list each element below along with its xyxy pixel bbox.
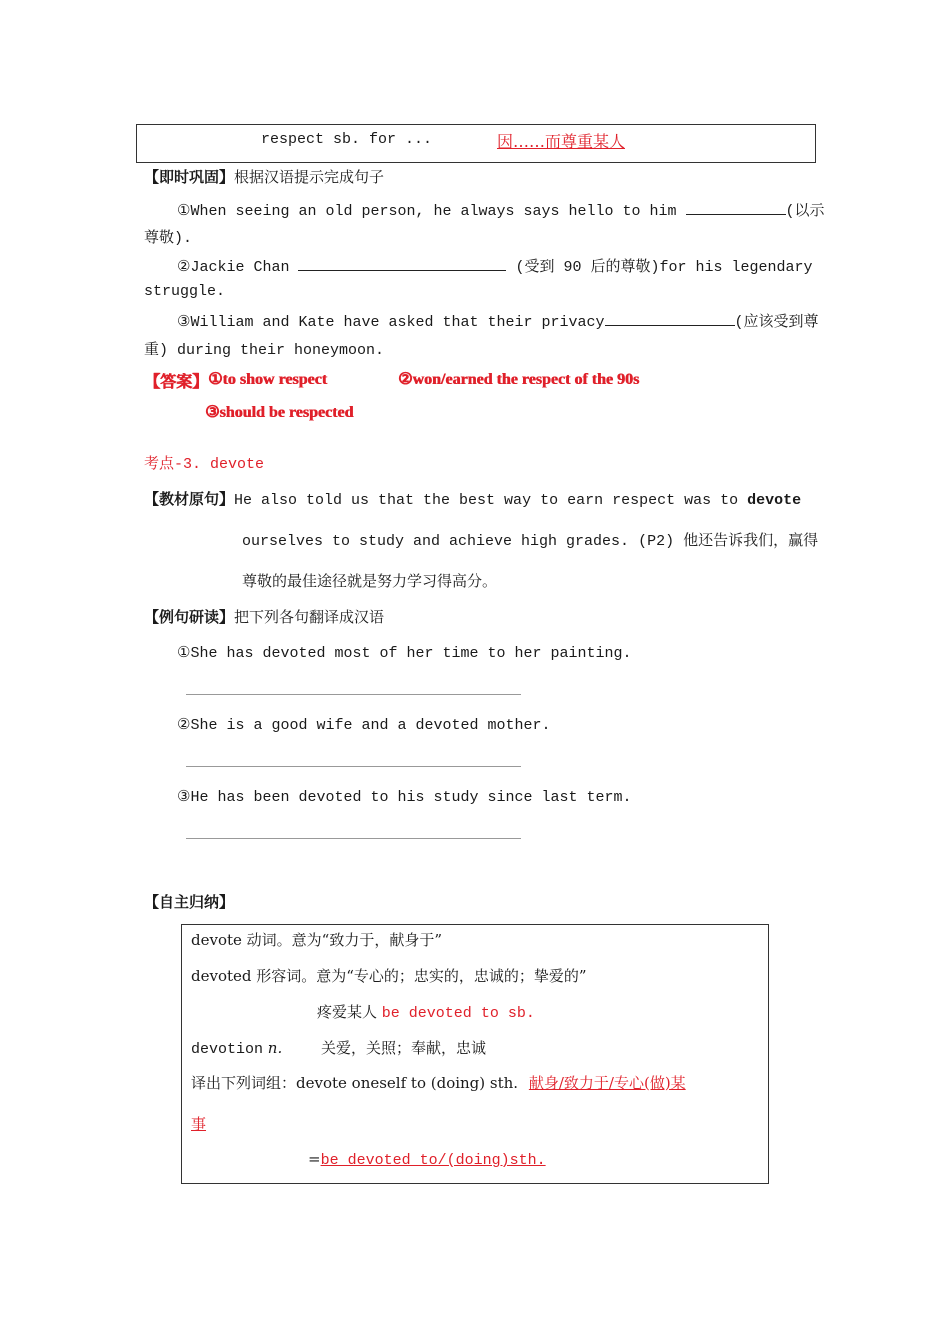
devotion-meaning: 关爱，关照；奉献，忠诚 <box>321 1039 487 1057</box>
question-1-hint: (以示 <box>785 203 825 220</box>
examples-heading-line <box>144 606 384 627</box>
translate-answer: 献身/致力于/专心(做)某 <box>528 1074 686 1092</box>
summary-line-devote: devote 动词。意为“致力于，献身于” <box>191 931 442 949</box>
practice-instruction: 根据汉语提示完成句子 <box>234 168 385 186</box>
example-sentence-1: ①She has devoted most of her time to her painting. <box>177 645 632 662</box>
devotion-pos: n. <box>267 1039 283 1057</box>
translation-line-2 <box>186 766 521 767</box>
summary-heading: 【自主归纳】 <box>144 893 235 911</box>
phrase-text: respect sb. for ... <box>261 131 433 148</box>
answer-1: ①to show respect <box>208 371 327 388</box>
equivalent-answer: be devoted to/(doing)sth. <box>320 1152 546 1169</box>
equals-sign: = <box>308 1150 321 1168</box>
answer-2: ②won/earned the respect of the 90s <box>398 371 640 388</box>
phrase-chinese: 疼爱某人 <box>317 1003 378 1021</box>
translation-line-1 <box>186 694 521 695</box>
practice-heading-line <box>144 166 384 187</box>
textbook-keyword: devote <box>747 492 802 509</box>
question-3-hint: (应该受到尊 <box>734 314 819 331</box>
question-1-line-1 <box>177 199 825 220</box>
question-3-line-2: 重) during their honeymoon. <box>144 342 385 359</box>
summary-line-phrase <box>317 1001 535 1022</box>
examples-instruction: 把下列各句翻译成汉语 <box>234 608 385 626</box>
point-title: 考点-3. devote <box>144 456 265 473</box>
example-sentence-3: ③He has been devoted to his study since last term. <box>177 789 632 806</box>
textbook-line-2: ourselves to study and achieve high grades. (P2) 他还告诉我们，赢得 <box>242 533 819 550</box>
devotion-word: devotion <box>191 1041 264 1058</box>
practice-heading: 【即时巩固】 <box>144 168 235 186</box>
phrase-english: be devoted to sb. <box>381 1005 535 1022</box>
answer-blank-2 <box>298 256 506 271</box>
examples-heading: 【例句研读】 <box>144 608 235 626</box>
summary-box <box>181 924 769 1184</box>
answer-blank-1 <box>686 200 786 215</box>
question-2-line-1 <box>177 255 813 276</box>
textbook-line-3: 尊敬的最佳途径就是努力学习得高分。 <box>242 572 498 590</box>
answer-3: ③should be respected <box>205 404 354 421</box>
summary-line-equivalent <box>308 1150 546 1169</box>
phrase-meaning: 因……而尊重某人 <box>497 132 626 151</box>
summary-line-translate <box>191 1072 686 1093</box>
translate-answer-cont: 事 <box>191 1115 207 1133</box>
answer-blank-3 <box>605 311 735 326</box>
example-sentence-2: ②She is a good wife and a devoted mother. <box>177 717 551 734</box>
translation-line-3 <box>186 838 521 839</box>
answer-label: 【答案】 <box>144 374 209 391</box>
question-1-line-2: 尊敬). <box>144 230 193 247</box>
question-2-hint: (受到 90 后的尊敬)for his legendary <box>515 259 813 276</box>
question-2-line-2: struggle. <box>144 283 226 300</box>
question-1-text: ①When seeing an old person, he always says hello to him <box>177 203 677 220</box>
question-3-line-1 <box>177 310 819 331</box>
textbook-heading: 【教材原句】 <box>144 490 235 508</box>
textbook-sentence-start: He also told us that the best way to earn respect was to <box>234 492 748 509</box>
top-phrase-box <box>136 124 816 163</box>
summary-line-devoted: devoted 形容词。意为“专心的；忠实的，忠诚的；挚爱的” <box>191 967 587 985</box>
textbook-line-1 <box>144 488 801 509</box>
summary-line-devotion <box>191 1037 486 1058</box>
translate-prompt: 译出下列词组：devote oneself to (doing) sth. <box>191 1074 519 1092</box>
question-2-text: ②Jackie Chan <box>177 259 290 276</box>
question-3-text: ③William and Kate have asked that their privacy <box>177 314 605 331</box>
